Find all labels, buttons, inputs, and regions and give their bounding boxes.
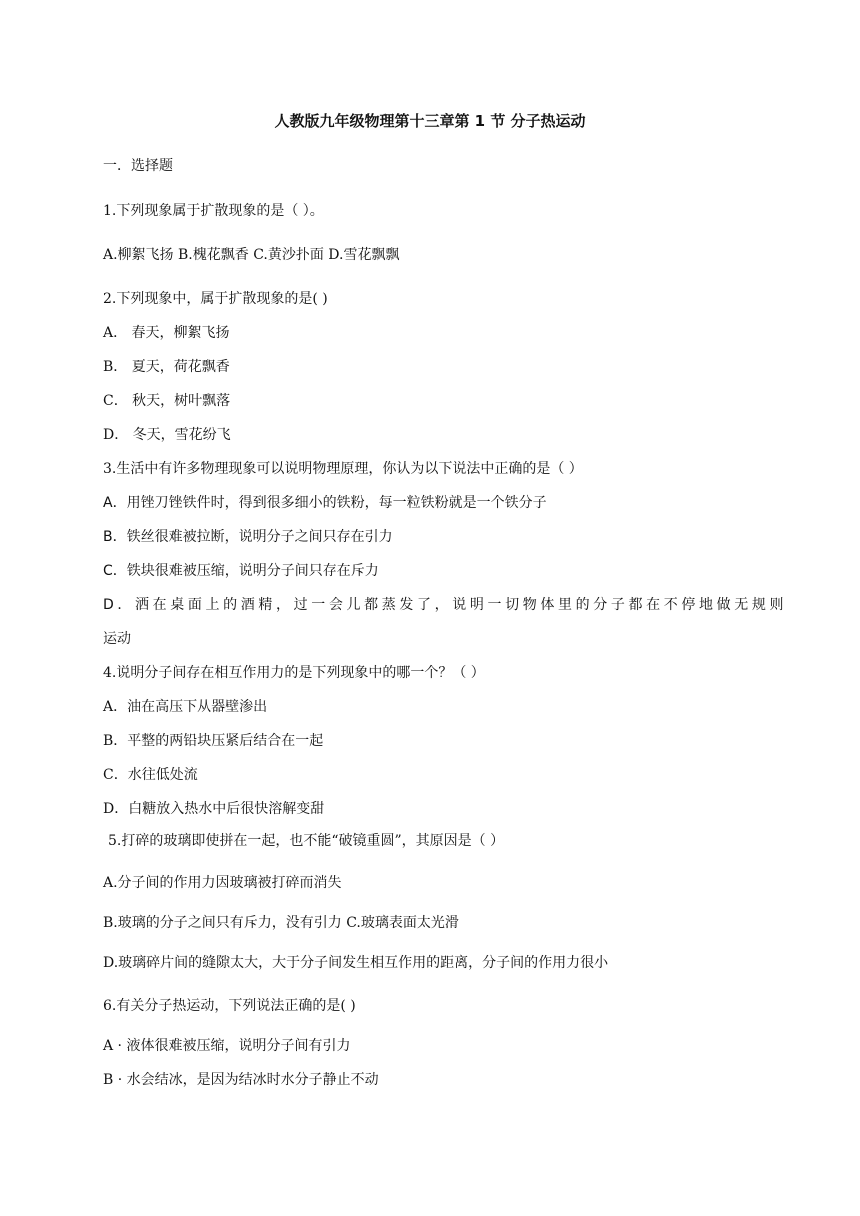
question-2-option-a: A． 春天，柳絮飞扬: [103, 325, 230, 341]
question-6-option-a: A · 液体很难被压缩，说明分子间有引力: [103, 1038, 351, 1054]
question-3: 3.生活中有许多物理现象可以说明物理原理，你认为以下说法中正确的是（ ）: [103, 461, 583, 477]
question-4-option-b: B．平整的两铅块压紧后结合在一起: [103, 733, 324, 749]
question-6-option-b: B · 水会结冰，是因为结冰时水分子静止不动: [103, 1072, 379, 1088]
question-5-option-bc: B.玻璃的分子之间只有斥力，没有引力 C.玻璃表面太光滑: [103, 915, 459, 931]
question-4-option-d: D．白糖放入热水中后很快溶解变甜: [103, 801, 325, 817]
question-4-option-a: A．油在高压下从器壁渗出: [103, 699, 268, 715]
question-1: 1.下列现象属于扩散现象的是（ ）。: [103, 203, 324, 219]
question-2-option-b: B． 夏天，荷花飘香: [103, 359, 230, 375]
question-4: 4.说明分子间存在相互作用力的是下列现象中的哪一个？（ ）: [103, 665, 485, 681]
question-2: 2.下列现象中，属于扩散现象的是( ): [103, 291, 328, 307]
question-6: 6.有关分子热运动，下列说法正确的是( ): [103, 998, 356, 1014]
question-3-option-c: C．铁块很难被压缩，说明分子间只存在斥力: [103, 563, 379, 579]
question-5-option-d: D.玻璃碎片间的缝隙太大，大于分子间发生相互作用的距离，分子间的作用力很小: [103, 955, 609, 971]
question-4-option-c: C．水往低处流: [103, 767, 198, 783]
question-3-option-d: D．洒在桌面上的酒精，过一会儿都蒸发了，说明一切物体里的分子都在不停地做无规则: [103, 597, 785, 613]
question-3-option-a: A．用锉刀锉铁件时，得到很多细小的铁粉，每一粒铁粉就是一个铁分子: [103, 495, 547, 511]
question-1-options: A.柳絮飞扬 B.槐花飘香 C.黄沙扑面 D.雪花飘飘: [103, 247, 400, 263]
section-heading: 一．选择题: [103, 158, 173, 174]
question-2-option-d: D． 冬天，雪花纷飞: [103, 427, 231, 443]
question-3-option-d-cont: 运动: [103, 631, 131, 647]
question-5-option-a: A.分子间的作用力因玻璃被打碎而消失: [103, 875, 342, 891]
question-5: 5.打碎的玻璃即使拼在一起，也不能“破镜重圆”，其原因是（ ）: [108, 833, 505, 849]
question-3-option-b: B．铁丝很难被拉断，说明分子之间只存在引力: [103, 529, 393, 545]
question-2-option-c: C． 秋天，树叶飘落: [103, 393, 231, 409]
document-title: 人教版九年级物理第十三章第 1 节 分子热运动: [274, 112, 586, 130]
